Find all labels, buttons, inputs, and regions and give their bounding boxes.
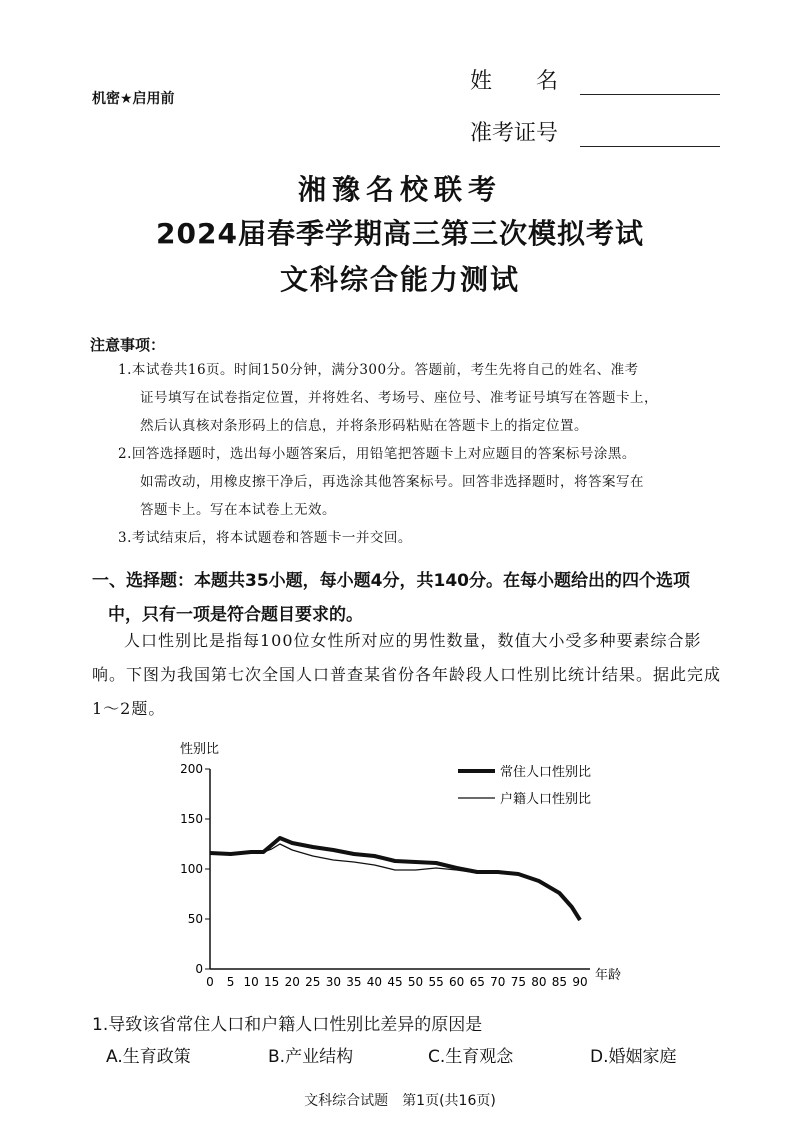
x-tick-label: 55 — [428, 975, 444, 989]
x-tick-label: 30 — [325, 975, 341, 989]
notice-line: 答题卡上。写在本试卷上无效。 — [140, 502, 336, 518]
y-tick-label: 200 — [180, 762, 203, 776]
section-heading-line1: 一、选择题：本题共35小题，每小题4分，共140分。在每小题给出的四个选项 — [92, 571, 690, 591]
x-tick-label: 0 — [206, 975, 214, 989]
question-1-stem: 1.导致该省常住人口和户籍人口性别比差异的原因是 — [92, 1015, 483, 1035]
exam-title-line1: 湘豫名校联考 — [297, 173, 502, 206]
section-heading — [92, 564, 732, 632]
name-label: 姓 名 — [470, 69, 559, 94]
notice-line: 3.考试结束后，将本试题卷和答题卡一并交回。 — [118, 530, 412, 546]
x-tick-label: 80 — [531, 975, 547, 989]
x-tick-label: 35 — [346, 975, 362, 989]
y-tick-label: 100 — [180, 862, 203, 876]
notice-line: 如需改动，用橡皮擦干净后，再选涂其他答案标号。回答非选择题时，将答案写在 — [140, 474, 644, 490]
exam-title-line3: 文科综合能力测试 — [279, 263, 520, 296]
y-tick-label: 150 — [180, 812, 203, 826]
y-tick-label: 0 — [195, 962, 203, 976]
x-tick-label: 5 — [226, 975, 235, 989]
legend-label-resident: 常住人口性别比 — [500, 765, 592, 780]
exam-id-field[interactable] — [470, 116, 720, 147]
notice-line: 然后认真核对条形码上的信息，并将条形码粘贴在答题卡上的指定位置。 — [140, 418, 588, 434]
sex-ratio-chart — [170, 735, 640, 1000]
question-intro: 人口性别比是指每100位女性所对应的男性数量，数值大小受多种要素综合影响。下图为我国第七次全国人口普查某省份各年龄段人口性别比统计结果。据此完成1～2题。 — [92, 631, 722, 718]
confidential-label: 机密★启用前 — [92, 91, 175, 107]
exam-title-line2: 2024届春季学期高三第三次模拟考试 — [156, 217, 644, 250]
x-tick-label: 60 — [449, 975, 465, 989]
series-line-resident — [210, 838, 580, 920]
exam-id-blank[interactable] — [580, 124, 720, 147]
x-tick-label: 90 — [572, 975, 588, 989]
x-tick-label: 40 — [366, 975, 383, 989]
legend-label-registered: 户籍人口性别比 — [500, 792, 592, 807]
y-tick-label: 50 — [187, 912, 203, 926]
series-line-registered — [210, 844, 580, 920]
section-heading-line2: 中，只有一项是符合题目要求的。 — [108, 605, 363, 625]
option-b[interactable]: B.产业结构 — [268, 1047, 354, 1067]
x-tick-label: 25 — [305, 975, 321, 989]
x-tick-label: 15 — [264, 975, 280, 989]
x-tick-label: 45 — [387, 975, 403, 989]
notice-line: 1.本试卷共16页。时间150分钟，满分300分。答题前，考生先将自己的姓名、准考 — [118, 362, 639, 378]
y-axis-label: 性别比 — [180, 742, 220, 757]
option-c[interactable]: C.生育观念 — [428, 1047, 514, 1067]
notice-heading: 注意事项： — [90, 336, 166, 354]
name-field[interactable] — [470, 64, 720, 95]
x-axis-label: 年龄 — [595, 968, 622, 983]
name-blank[interactable] — [580, 72, 720, 95]
option-d[interactable]: D.婚姻家庭 — [590, 1047, 677, 1067]
x-tick-label: 85 — [551, 975, 568, 989]
x-tick-label: 75 — [510, 975, 526, 989]
x-tick-label: 10 — [243, 975, 259, 989]
x-tick-label: 50 — [407, 975, 424, 989]
exam-id-label: 准考证号 — [470, 121, 559, 146]
x-tick-label: 70 — [490, 975, 506, 989]
x-tick-label: 20 — [284, 975, 300, 989]
option-a[interactable]: A.生育政策 — [106, 1047, 191, 1067]
notice-line: 证号填写在试卷指定位置，并将姓名、考场号、座位号、准考证号填写在答题卡上， — [140, 390, 658, 406]
notice-line: 2.回答选择题时，选出每小题答案后，用铅笔把答题卡上对应题目的答案标号涂黑。 — [118, 446, 636, 462]
page-footer: 文科综合试题 第1页(共16页) — [304, 1093, 496, 1109]
x-tick-label: 65 — [469, 975, 485, 989]
